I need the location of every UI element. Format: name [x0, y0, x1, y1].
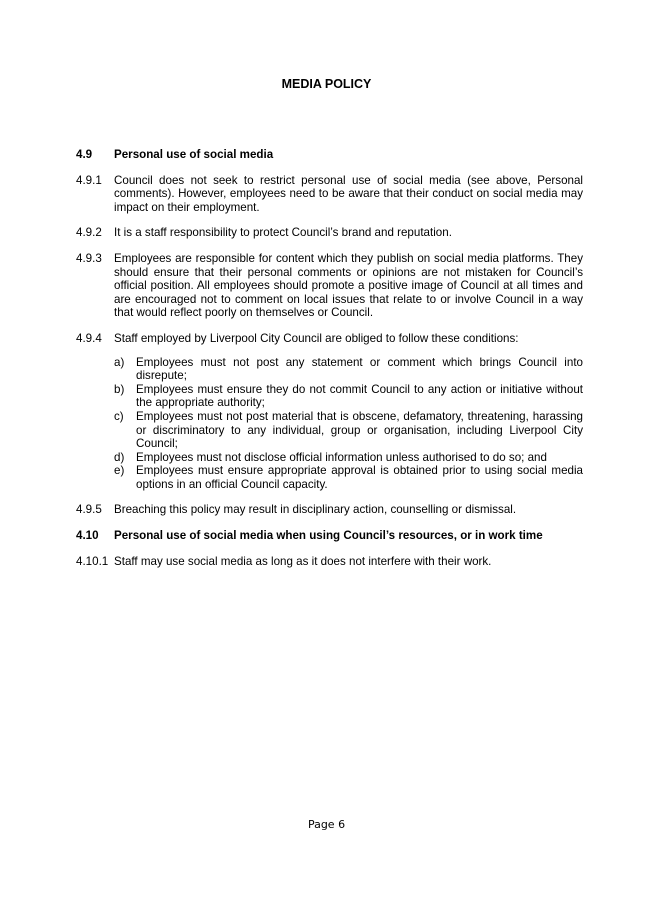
paragraph-number: 4.9.2	[76, 226, 102, 240]
paragraph-4-9-2	[76, 226, 583, 240]
document-body	[76, 148, 583, 580]
list-item-text: Employees must ensure appropriate approval is obtained prior to using social media options in an official Council capacity.	[136, 464, 583, 491]
list-item-letter: b)	[114, 382, 125, 396]
paragraph-text: Staff may use social media as long as it does not interfere with their work.	[114, 554, 492, 568]
list-item	[114, 464, 583, 491]
list-item	[114, 410, 583, 451]
paragraph-number: 4.9.3	[76, 251, 102, 265]
paragraph-number: 4.9.1	[76, 173, 102, 187]
paragraph-number: 4.9.4	[76, 331, 102, 345]
paragraph-text: Staff employed by Liverpool City Council are obliged to follow these conditions:	[114, 331, 519, 345]
section-heading-4-10	[76, 529, 583, 543]
list-item-text: Employees must not disclose official information unless authorised to do so; and	[136, 450, 547, 464]
section-number: 4.9	[76, 148, 93, 161]
list-item	[114, 356, 583, 383]
paragraph-text: It is a staff responsibility to protect Council’s brand and reputation.	[114, 226, 452, 240]
list-item	[114, 451, 583, 465]
paragraph-4-10-1	[76, 555, 583, 569]
list-item-letter: d)	[114, 450, 125, 464]
paragraph-number: 4.10.1	[76, 554, 109, 568]
paragraph-4-9-1	[76, 174, 583, 215]
conditions-list	[114, 356, 583, 492]
paragraph-4-9-5	[76, 503, 583, 517]
paragraph-number: 4.9.5	[76, 503, 102, 517]
list-item-text: Employees must not post material that is obscene, defamatory, threatening, harassing or discriminatory to any individual, group or organisation, including Liverpool City Council;	[136, 409, 583, 451]
section-heading-4-9	[76, 148, 583, 162]
list-item-text: Employees must not post any statement or comment which brings Council into disrepute;	[136, 355, 583, 383]
paragraph-text: Council does not seek to restrict personal use of social media (see above, Personal comments). However, employees need to be aware that their conduct on social media may impact on their employment.	[114, 173, 583, 214]
list-item-text: Employees must ensure they do not commit Council to any action or initiative without the appropriate authority;	[136, 382, 583, 410]
document-title: MEDIA POLICY	[281, 77, 372, 91]
page-number-footer: Page 6	[307, 818, 346, 831]
list-item-letter: e)	[114, 464, 125, 478]
list-item-letter: a)	[114, 355, 125, 369]
section-heading-text: Personal use of social media when using Council’s resources, or in work time	[114, 529, 543, 543]
list-item	[114, 383, 583, 410]
list-item-letter: c)	[114, 409, 124, 423]
section-number: 4.10	[76, 529, 99, 543]
paragraph-4-9-4	[76, 332, 583, 346]
paragraph-4-9-3	[76, 252, 583, 320]
paragraph-text: Employees are responsible for content which they publish on social media platforms. They should ensure that their personal comments or opinions are not mistaken for Council’s official position. All employees should promote a positive image of Council at all times and are encouraged not to comment on local issues that relate to or involve Council in a way that would reflect poorly on themselves or Council.	[114, 251, 583, 320]
section-heading-text: Personal use of social media	[114, 148, 274, 161]
paragraph-text: Breaching this policy may result in disciplinary action, counselling or dismissal.	[114, 503, 517, 517]
